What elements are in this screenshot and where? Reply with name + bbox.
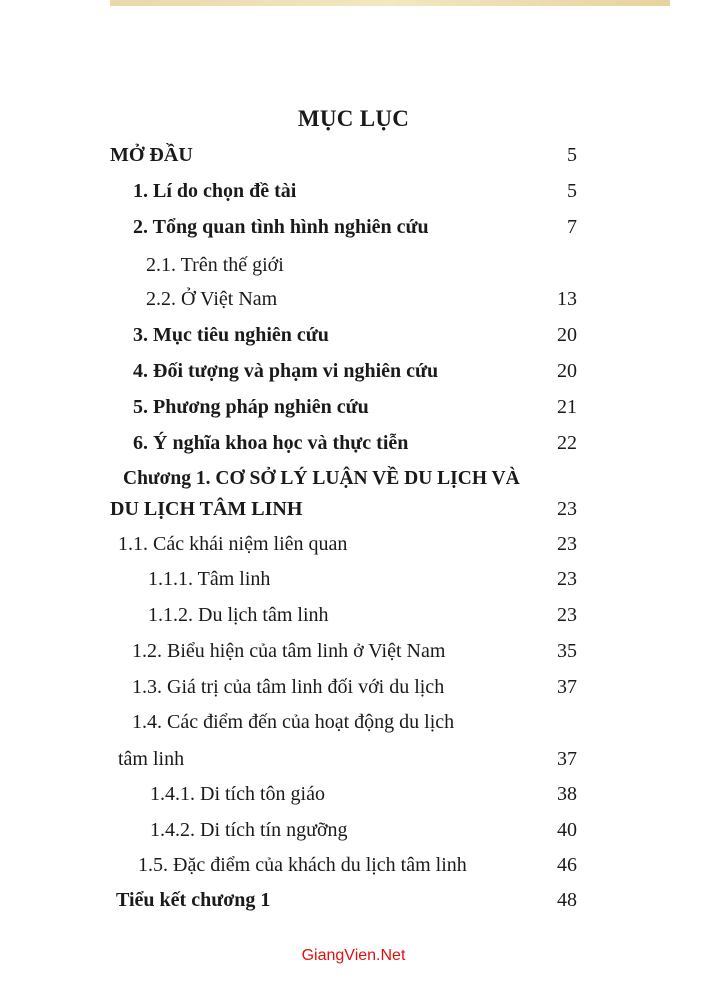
toc-entry-label: Chương 1. CƠ SỞ LÝ LUẬN VỀ DU LỊCH VÀ [123, 468, 520, 489]
toc-entry-label: 1.1.2. Du lịch tâm linh [148, 604, 329, 626]
chapter-heading [0, 464, 707, 494]
toc-entry-page: 5 [567, 144, 577, 166]
toc-entry [0, 600, 707, 630]
toc-entry-label: Tiểu kết chương 1 [116, 889, 271, 911]
page-title: MỤC LỤC [297, 106, 410, 131]
toc-entry-label: 1.4. Các điểm đến của hoạt động du lịch [132, 711, 455, 733]
toc-entry-page: 46 [557, 854, 577, 876]
toc-entry [0, 212, 707, 242]
toc-entry [0, 744, 707, 774]
toc-entry [0, 779, 707, 809]
toc-entry [0, 320, 707, 350]
toc-entry-page: 22 [557, 432, 577, 454]
toc-entry-page: 37 [557, 748, 577, 770]
toc-entry-label: 3. Mục tiêu nghiên cứu [133, 324, 329, 346]
toc-entry [0, 707, 707, 737]
toc-entry-label: 2.2. Ở Việt Nam [146, 288, 278, 310]
toc-entry [0, 392, 707, 422]
toc-entry-page: 48 [557, 889, 577, 911]
toc-entry-page: 38 [557, 783, 577, 805]
toc-entry-label: tâm linh [118, 748, 185, 770]
toc-entry [0, 672, 707, 702]
toc-entry-page: 23 [557, 533, 577, 555]
toc-entry [0, 176, 707, 206]
toc-entry-label: DU LỊCH TÂM LINH [110, 498, 303, 520]
toc-entry-label: 1.3. Giá trị của tâm linh đối với du lịch [132, 676, 445, 698]
toc-entry [0, 636, 707, 666]
toc-entry [0, 885, 707, 915]
toc-entry-page: 7 [567, 216, 577, 238]
toc-entry-label: 6. Ý nghĩa khoa học và thực tiễn [133, 432, 409, 454]
toc-entry-label: 1.2. Biểu hiện của tâm linh ở Việt Nam [132, 640, 446, 662]
toc-entry [0, 428, 707, 458]
watermark-text: GiangVien.Net [301, 947, 406, 964]
toc-entry-label: 1.5. Đặc điểm của khách du lịch tâm linh [138, 854, 467, 876]
toc-entry-label: 1.4.2. Di tích tín ngưỡng [150, 819, 348, 841]
toc-entry-label: 1. Lí do chọn đề tài [133, 180, 297, 202]
toc-entry-label: 1.1.1. Tâm linh [148, 568, 271, 590]
toc-entry [0, 284, 707, 314]
toc-entry [0, 356, 707, 386]
toc-entry [0, 529, 707, 559]
toc-entry-label: 2.1. Trên thế giới [146, 254, 284, 276]
toc-entry-label: MỞ ĐẦU [110, 144, 193, 166]
toc-entry-page: 37 [557, 676, 577, 698]
toc-entry [0, 564, 707, 594]
toc-entry-page: 5 [567, 180, 577, 202]
toc-entry [0, 250, 707, 280]
toc-entry-label: 5. Phương pháp nghiên cứu [133, 396, 369, 418]
toc-entry-label: 4. Đối tượng và phạm vi nghiên cứu [133, 360, 439, 382]
toc-entry [0, 850, 707, 880]
toc-entry-page: 21 [557, 396, 577, 418]
toc-entry [0, 140, 707, 170]
toc-entry-label: 1.4.1. Di tích tôn giáo [150, 783, 325, 805]
chapter-heading [0, 494, 707, 524]
toc-entry-page: 13 [557, 288, 577, 310]
toc-entry-page: 40 [557, 819, 577, 841]
toc-entry-page: 23 [557, 568, 577, 590]
toc-entry-label: 1.1. Các khái niệm liên quan [118, 533, 348, 555]
toc-entry-label: 2. Tổng quan tình hình nghiên cứu [133, 216, 429, 238]
toc-entry-page: 23 [557, 498, 577, 520]
toc-entry-page: 35 [557, 640, 577, 662]
toc-entry-page: 23 [557, 604, 577, 626]
toc-entry-page: 20 [557, 360, 577, 382]
toc-entry [0, 815, 707, 845]
toc-entry-page: 20 [557, 324, 577, 346]
